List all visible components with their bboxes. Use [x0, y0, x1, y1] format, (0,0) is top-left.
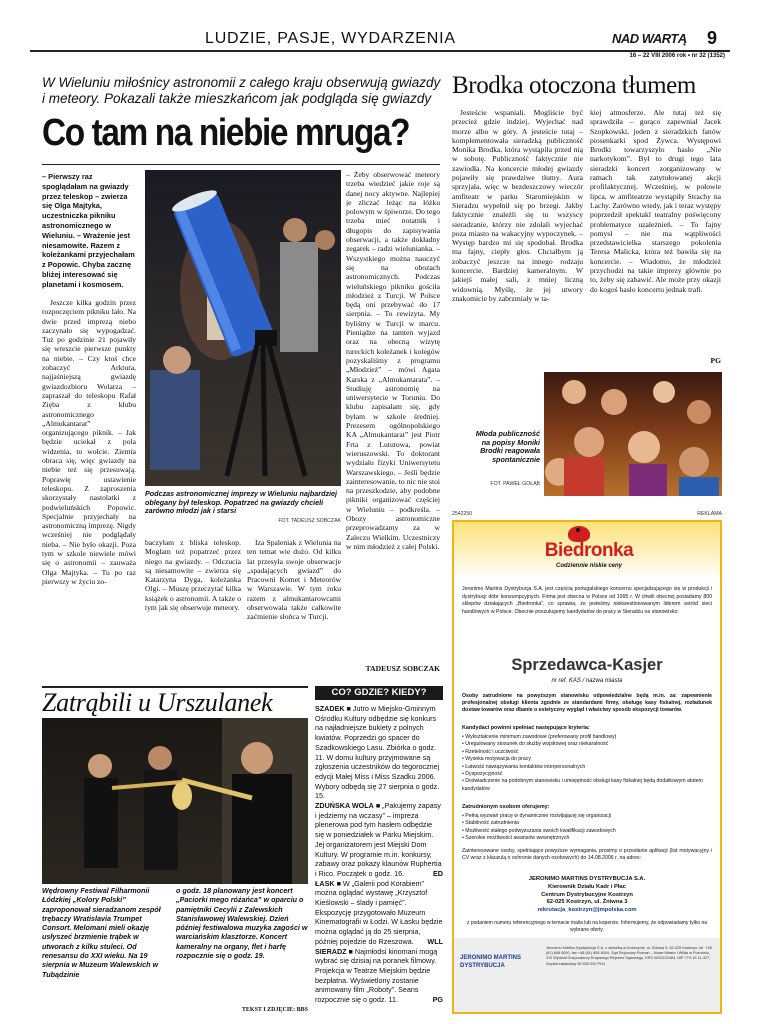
ad-address-street: 62-025 Kostrzyn, ul. Żniwna 3 [546, 899, 628, 906]
event-item: ŁASK ■ W „Galerii pod Korabiem” można oglądać wystawę „Krzysztof Kieślowski – ślady i pamięć”. Ekspozycję przygotowało Muzeum Kinematografii w Łodzi. W Łasku będzie można oglądać ją do 25 sierpnia, później pojedzie do Rzeszowa. WLL [315, 878, 443, 946]
astro-intro: – Pierwszy raz spoglądałam na gwiazdy przez teleskop – zwierza się Olga Majtyka, uczestniczka pikniku astronomicznego w Wieluniu. – Wrażenie jest niesamowite. Razem z koleżankami przyjechałam z Popowic. Chyba zacznę bliżej interesować się planetami i kosmosem. [42, 172, 135, 289]
offer-item: • Pełną wyzwań pracę w dynamicznie rozwijającej się organizacji [462, 813, 611, 819]
ad-address-dept: Kierownik Działu Kadr i Płac [548, 883, 626, 890]
events-list [315, 704, 443, 1016]
section-header: LUDZIE, PASJE, WYDARZENIA [205, 30, 456, 47]
telescope-photo-illustration [145, 170, 341, 486]
urszulanek-caption-1: Wędrowny Festiwal Filharmonii Łódzkiej „Kolory Polski” zaproponował sieradzanom zespół trębaczy Wratislavia Trumpet Consort. Melomani mieli okazję usłyszeć brzmienie trąbek w utworach z kilku stuleci. Od renesansu do XXI wieku. Na 19 sierpnia w Muzeum Walewskich w Tubądzinie [42, 886, 161, 979]
newspaper-logo: NAD WARTĄ [612, 31, 687, 46]
ad-slogan: Codziennie niskie ceny [555, 563, 623, 569]
offer-item: • Możliwość stałego podwyższania swoich kwalifikacji zawodowych [462, 827, 616, 834]
urszulanek-credit: TEKST I ZDJĘCIE: BBS [241, 1007, 308, 1013]
astro-top-rule [42, 164, 440, 165]
requirement-item: • Rzetelność i uczciwość [462, 748, 519, 755]
trumpet-photo [42, 718, 308, 884]
job-advertisement [452, 520, 722, 1014]
urszulanek-title: Zatrąbili u Urszulanek [42, 688, 273, 717]
event-item: ZDUŃSKA WOLA ■ „Pakujemy zapasy i jedziemy na wczasy” – impreza plenerowa pod tym hasłem odbędzie się w poniedziałek w Parku Miejskim. Jej organizatorem jest Miejski Dom Kultury. W programie m.in. konkursy, zabawy oraz pokazy klaunów Ruphertia i Rico. Początek o godz. 16. ED [315, 801, 443, 878]
brodka-byline: PG [710, 356, 721, 365]
ad-position: Sprzedawca-Kasjer [511, 656, 663, 674]
astro-title: Co tam na niebie mruga? [42, 112, 410, 154]
page-number: 9 [707, 28, 718, 48]
astro-col-mid: Iza Spaleniak z Wielunia na ten temat wie dużo. Od kilku lat przesyła swoje obserwacje „spadających gwiazd” do Pracowni Komet i Meteorów w Warszawie. W tym roku razem z almukantarowcami obserwowała także całkowite zaćmienie słońca w Turcji. [247, 538, 341, 622]
ad-company-logo: JERONIMO MARTINS DYSTRYBUCJA [460, 955, 522, 969]
astro-col2: baczyłam z bliska teleskop. Mogłam też popatrzeć przez niego na gwiazdy. – Odczucia są niesamowite – zwierza się Katarzyna Dyga, koleżanka Olgi. – Muszę przeczytać kilka książek o astronomii. A także o tym jak się obserwuje meteory. [145, 538, 241, 613]
telescope-photo-caption: Podczas astronomicznej imprezy w Wieluniu najbardziej oblegany był teleskop. Popatrzeć na gwiazdy chcieli zarówno młodzi jak i starsi [145, 489, 338, 516]
event-item: SZADEK ■ Jutro w Miejsko-Gminnym Ośrodku Kultury odbędzie się konkurs na najładniejsze bukiety z polnych kwiatów. Poprzedzi go spacer do Szadkowskiego Lasu. Zbiórka o godz. 11. W domu kultury przyjmowane są zgłoszenia uczestników do tegorocznej edycji Małej Miss i Miss Szadku 2006. Wybory odbędą się 27 sierpnia o godz. 15. [315, 704, 440, 801]
astro-byline: TADEUSZ SOBCZAK [365, 664, 440, 673]
requirement-item: • Wykształcenie minimum zawodowe (preferowany profil handlowy) [462, 734, 617, 740]
brodka-title: Brodka otoczona tłumem [452, 72, 696, 99]
brodka-photo-caption: Młoda publiczność na popisy Moniki Brodki reagowała spontanicznie [475, 429, 540, 464]
ad-duties: Osoby zatrudnione na powyższym stanowisku odpowiedzialne będą m.in. za: zapewnienie profesjonalnej obsługi klienta zgodnie ze standardami firmy, obsługę kasy fiskalnej, rozładunek dostaw towarów oraz dbanie o estetyczny wygląd i właściwy sposób ekspozycji towarów. [462, 693, 712, 714]
brodka-col1: Jesteście wspaniali. Mogliście być przecież gdzie indziej. Wyjechać nad morze albo w góry. A jesteście tutaj – komplementowała sieradzką publiczność Monika Brodka, która wystąpiła przed nią w sobotę. Publiczność faktycznie nie zawiodła. Na koncercie młodej gwiazdy pojawiły się prawdziwe tłumy. Aura sprzyjała, więc w bezdeszczowy wieczór amfiteatr w parku Staromiejskim w Sieradzu wypełnił się po brzegi. Jakby faktycznie znaleźli się tu wszyscy sieradzanie, którzy nie zdołali wyjechać poza miasto na wakacyjny wypoczynek. – Występ bardzo mi się spodobał. Brodka ma fajny, ciepły głos. Chciałbym ją zobaczyć jeszcze na innego rodzaju koncercie. Bardziej kameralnym. W jakiejś małej sali, z mniej liczną widownią. Myślę, że jej utwory znakomicie by zabrzmiały w ta- [452, 108, 583, 303]
concert-crowd-photo [544, 372, 722, 496]
ad-requirements-title: Kandydaci powinni spełniać następujące kryteria: [462, 725, 590, 731]
ad-address-company: JERONIMO MARTINS DYSTRYBUCJA S.A. [528, 876, 646, 882]
event-place: ŁASK [315, 878, 335, 888]
ad-address [462, 876, 712, 915]
events-header: CO? GDZIE? KIEDY? [315, 686, 443, 700]
issue-date: 16 – 22 VIII 2006 rok • nr 32 (1352) [629, 53, 725, 59]
ad-email[interactable]: rekrutacja_kostrzyn@jmpolska.com [537, 907, 637, 914]
requirement-item: • Dyspozycyjność [462, 771, 503, 778]
ad-address-center: Centrum Dystrybucyjne Kostrzyn [541, 891, 633, 898]
ad-requirements-list [462, 734, 712, 793]
astro-col1: Jeszcze kilka godzin przez rozpoczęciem pikniku lało. Na dwie przed imprezą niebo zaczynało się wypogadzać. Tuż po godzinie 21 pojawiły się wreszcie pierwsze punkty na niebie. – Czy ktoś chce zobaczyć Arktura, najjaśniejszą gwiazdę gwiazdozbioru Wolarza – zapraszał do teleskopu Rafał Zięba z klubu astronomicznego „Almukantarat” organizującego piknik. – Jak będzie uciekał z pola widzenia, to wołcie. Ziemia obraca się, więc gwiazdy na niebie też się przesuwają. Poprawię ustawienie teleskopu. Z zaproszenia skorzystały nastolatki z podwieluńskich Popowic. Specjalnie przyjechały na astronomiczną imprezę. Nigdy wcześniej nie podglądały nieba. – Nie było okazji. Poza tym w szkole niewiele mówi się o astronomii – zauważa Olga Majtyka. – Tu po raz pierwszy w życiu zo- [42, 298, 136, 586]
offer-item: • Stabilność zatrudnienia [462, 820, 519, 827]
ad-intro: Jeronimo Martins Dystrybucja S.A. jest częścią portugalskiego koncernu specjalizującego się w produkcji i dystrybucji dóbr konsumpcyjnych. Firma jest obecna w Polsce od 1995 r. W chwili obecnej posiadamy 800 sklepów działających „Biedronka”, co sprawia, że jesteśmy niekwestionowanym liderem wśród sieci handlowych w Polsce. Obecnie poszukujemy kandydatów do pracy w Sieradzu na stanowisko: [462, 586, 712, 615]
requirement-item: • Łatwość nawiązywania kontaktów interpersonalnych [462, 763, 586, 770]
astro-lead: W Wieluniu miłośnicy astronomii z całego kraju obserwują gwiazdy i meteory. Pokazali także mieszkańcom jak podgląda się gwiazdy [42, 75, 441, 106]
requirement-item: • Doświadczenie na podobnym stanowisku i umiejętność obsługi kasy fiskalnej będą dodatkowym atutem kandydatów [462, 778, 703, 792]
ad-brand: Biedronka [544, 540, 634, 561]
brodka-photo-credit: FOT. PAWEŁ GOŁĄB [490, 481, 540, 487]
ad-legal-small: Jeronimo Martins Dystrybucja S.A. z siedzibą w Kostrzynie, ul. Żniwna 5, 62-025 Kostrzyn, tel. +48 (61) 658 8000, fax +48 (61) 658 8004, Sąd Rejonowy Poznań – Nowe Miasto i Wilda w Poznaniu, XXI Wydział Gospodarczy Krajowego Rejestru Sądowego, KRS 0000222483, NIP 779-10-11-327, Kapitał zakładowy 50.000.000 PLN [546, 946, 712, 966]
ad-apply: Zainteresowane osoby, spełniające powyższe wymagania, prosimy o przesłanie aplikacji (list motywacyjny i CV wraz z klauzulą o ochronie danych osobowych) do 14.08.2006 r. na adres: [462, 848, 712, 862]
brodka-col2: kiej atmosferze. Ale tutaj też się sprawdziła – gorąco zapewniał Jacek Szopkowski, jeden z sieradzkich fanów piosenkarki spod Żywca. Występowi Brodki towarzyszyło hasło „Nie narkotykom”. Był to drugi tego lata sieradzki koncert zorganizowany w ramach tak zatytułowanej akcji profilaktycznej. Wcześniej, w połowie lipca, w amfiteatrze wystąpiły Strachy na Lachy. Zarówno wtedy, jak i teraz występy poprzedził spektakl teatralny poświęcony problematyce uzależnień. – To fajny pomysł – nie ma wątpliwości przedstawicielka starszego pokolenia Teresa Malicka, która też bawiła się na koncercie. – Wiadomo, że młodzież przychodzi na takie imprezy głównie po to, żeby się zabawić. Ale może przy okazji do kogoś hasło koncertu jednak trafi. [590, 108, 721, 294]
event-place: SIERADZ [315, 946, 347, 956]
astro-col3: – Żeby obserwować meteory trzeba wiedzieć jakie roje są danej nocy aktywne. Najlepiej je zliczać leżąc na łóżku polowym w śpiworze. Do tego trzeba mieć notatnik i długopis do zapisywania obserwacji, a także dokładny zegarek – radzi wieluniankа. – Wszystkiego można nauczyć się na obozach astronomicznych. Podczas wieluńskiego pikniku gościła młodzież z Turcji. W Polsce będą oni przebywać do 17 sierpnia. – To rewizyta. My byliśmy w Turcji w marcu. Pieniądze na tamten wyjazd oraz na obecną wizytę tureckich koleżanek i kolegów pozyskaliśmy z programu „Młodzież” – mówi Agata Karska z „Almukantarata”. – Studiuję astronomię na uniwersytecie w Toruniu. Do klubu zapisałam się, gdy byłam w szkole średniej. Prezesem ogólnopolskiego KA „Almukantarat” jest Piotr Frta z Lututowa, powiat wieruszowski. To doktorant wydziału fizyki Uniwersytetu Warszawskiego. – Jeśli będzie zainteresowanie, to nic nie stoi na przeszkodzie, aby podobne pikniki organizować częściej w Wieluniu – podkreśla. – Obozy astronomiczne przeprowadzamy za w Zaleczu Wielkim. Uczestniczy w nim młodzież z całej Polski. [346, 170, 440, 551]
trumpet-photo-illustration [42, 718, 308, 884]
telescope-photo-credit: FOT. TADEUSZ SOBCZAK [278, 518, 341, 524]
requirement-item: • Wysoka motywacja do pracy [462, 756, 531, 763]
concert-crowd-illustration [544, 372, 722, 496]
ad-offer-title: Zatrudnionym osobom oferujemy: [462, 804, 550, 810]
header-rule [30, 50, 730, 52]
event-place: SZADEK [315, 704, 345, 713]
ad-offer-list [462, 813, 712, 843]
requirement-item: • Uregulowany stosunek do służby wojskowej oraz niekaralność [462, 741, 609, 748]
telescope-photo [145, 170, 341, 486]
ad-label: REKLAMA [697, 511, 722, 517]
ad-code: 2542250 [452, 511, 473, 517]
event-item: SIERADZ ■ Najmłodsi kinomani mogą wybrać się dzisiaj na poranek filmowy. Projekcja w Teatrze Miejskim będzie bezpłatna. Wyświetlony zostanie animowany film „Roboty”. Seans rozpocznie się o godz. 11. PG [315, 946, 443, 1005]
event-place: ZDUŃSKA WOLA [315, 801, 374, 811]
ad-footnote: z podaniem numeru referencyjnego w temacie maila lub na kopercie. Informujemy, że odpowiadamy tylko na wybrane oferty. [466, 920, 708, 933]
urszulanek-caption-2: o godz. 18 planowany jest koncert „Paciorki mego różańca” w oparciu o pamiętniki Cecylii z Zalewskich Stanisławowej Walewskiej. Dzień później festiwalowa muzyka zagości w warciańskim klasztorze. Koncert kameralny na organy, flet i harfę rozpocznie się o godz. 19. [176, 886, 308, 961]
ad-ref: nr ref. KAS / nazwa miasta [551, 678, 623, 684]
offer-item: • Szerokie możliwości awansów wewnętrznych [462, 835, 570, 842]
